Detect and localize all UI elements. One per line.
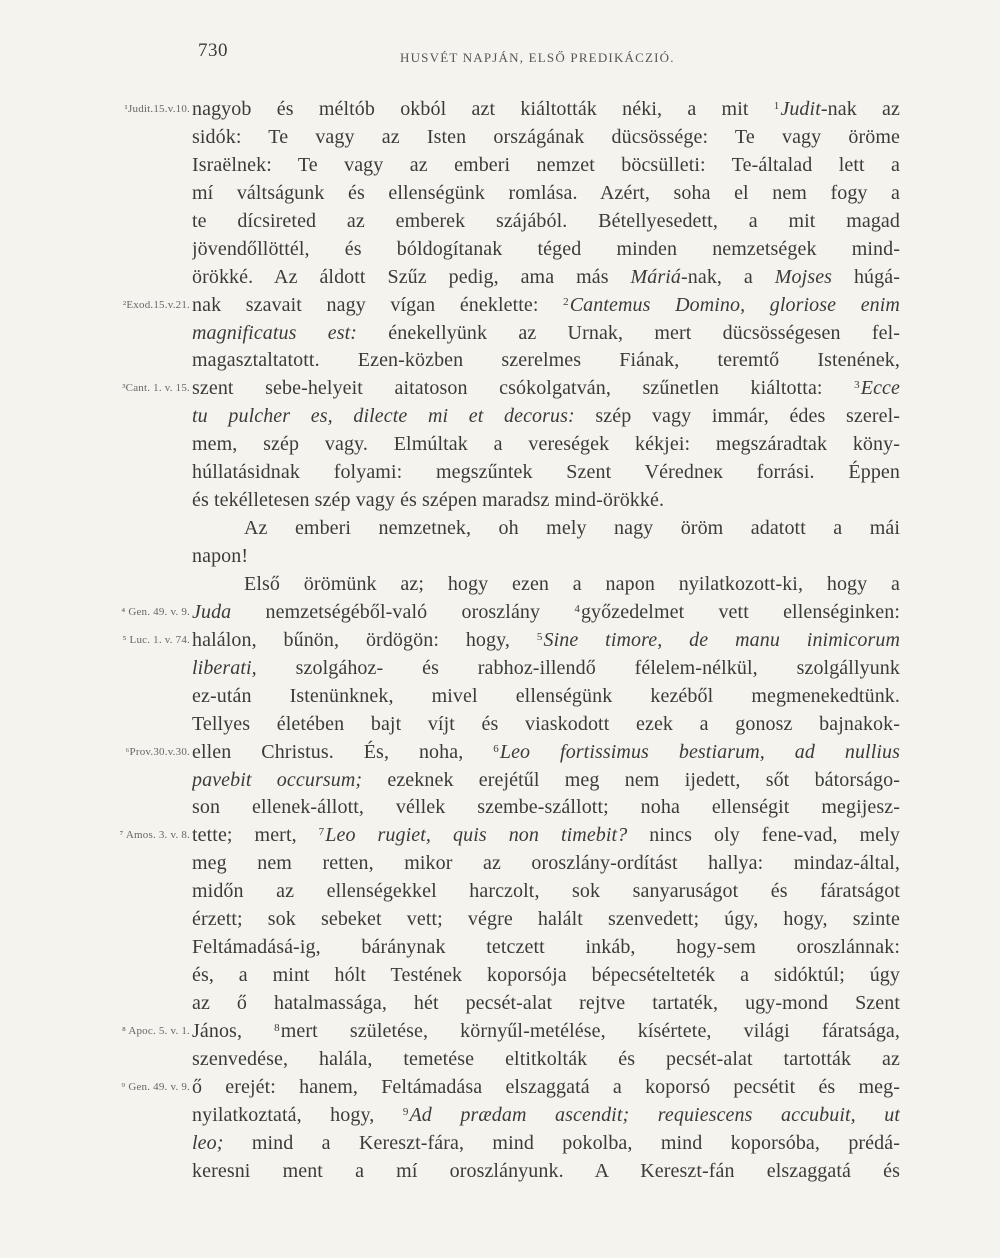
margin-reference: ⁸ Apoc. 5. v. 1. xyxy=(121,1024,190,1037)
text-line xyxy=(0,1046,1000,1074)
line-text: Tellyes életében bajt víjt és viaskodott ezek a gonosz bajnakok- xyxy=(192,712,900,735)
margin-reference: ¹Judit.15.v.10. xyxy=(124,103,190,115)
margin-reference: ⁴ Gen. 49. v. 9. xyxy=(121,605,190,618)
margin-reference: ⁶Prov.30.v.30. xyxy=(125,745,190,758)
margin-reference: ⁹ Gen. 49. v. 9. xyxy=(121,1080,190,1093)
line-text: ellen Christus. És, noha, $^6$Leo fortissimus bestiarum, ad nullius xyxy=(192,740,900,763)
line-text: napon! xyxy=(192,545,249,567)
text-line xyxy=(0,767,1000,795)
line-text: és tekélletesen szép vagy és szépen maradsz mind-örökké. xyxy=(192,489,665,512)
body-text xyxy=(0,96,1000,1186)
line-text: szent sebe-helyeit aitatoson csókolgatván, szűnetlen kiáltotta: $^3$Ecce xyxy=(192,377,900,400)
page-header xyxy=(0,40,1000,72)
text-line xyxy=(0,934,1000,962)
text-line xyxy=(0,571,1000,599)
line-text: nyilatkoztatá, hogy, $^9$Ad prædam ascendit; requiescens accubuit, ut xyxy=(192,1103,900,1126)
text-line xyxy=(0,683,1000,711)
text-line xyxy=(0,739,1000,767)
text-line xyxy=(0,1074,1000,1102)
line-text: magasztaltatott. Ezen-közben szerelmes Fiának, teremtő Istenének, xyxy=(192,349,900,372)
margin-reference: ³Cant. 1. v. 15. xyxy=(122,382,190,395)
text-line xyxy=(0,1018,1000,1046)
line-text: nagyob és méltób okból azt kiáltották néki, a mit $^1$Judit-nak az xyxy=(192,98,900,120)
text-line xyxy=(0,655,1000,683)
line-text: mí váltságunk és ellenségünk romlása. Azért, soha el nem fogy a xyxy=(192,181,900,204)
line-text: keresni ment a mí oroszlányunk. A Kereszt-fán elszaggatá és xyxy=(192,1159,900,1182)
line-text: János, $^8$mert születése, környűl-metélése, kísértete, világi fáratsága, xyxy=(192,1019,900,1042)
text-line xyxy=(0,180,1000,208)
text-line xyxy=(0,124,1000,152)
line-text: Israëlnek: Te vagy az emberi nemzet böcsülleti: Te-általad lett a xyxy=(192,153,900,176)
line-text: ez-után Istenünknek, mivel ellenségünk kezéből megmenekedtünk. xyxy=(192,684,900,707)
text-line xyxy=(0,990,1000,1018)
text-line xyxy=(0,794,1000,822)
line-text: szenvedése, halála, temetése eltitkolták és pecsét-alat tartották az xyxy=(192,1047,900,1070)
line-text: mem, szép vagy. Elmúltak a vereségek kékjei: megszáradtak köny- xyxy=(192,433,900,456)
line-text: örökké. Az áldott Szűz pedig, ama más Máriá-nak, a Mojses húgá- xyxy=(192,265,900,288)
margin-reference: ⁵ Luc. 1. v. 74. xyxy=(122,633,190,646)
line-text: liberati, szolgához- és rabhoz-illendő félelem-nélkül, szolgállyunk xyxy=(192,656,900,679)
line-text: nak szavait nagy vígan éneklette: $^2$Cantemus Domino, gloriose enim xyxy=(192,293,900,316)
line-text: Az emberi nemzetnek, oh mely nagy öröm adatott a mái xyxy=(244,517,900,540)
line-text: és, a mint hólt Testének koporsója bépecsételteték a sidóktúl; úgy xyxy=(192,964,900,987)
line-text: Juda nemzetségéből-való oroszlány $^4$győzedelmet vett ellenséginken: xyxy=(192,600,900,623)
text-line xyxy=(0,1130,1000,1158)
text-line xyxy=(0,403,1000,431)
line-text: leo; mind a Kereszt-fára, mind pokolba, mind koporsóba, prédá- xyxy=(192,1131,900,1154)
line-text: érzett; sok sebeket vett; végre halált szenvedett; úgy, hogy, szinte xyxy=(192,908,900,931)
line-text: te dícsireted az emberek szájából. Bétellyesedett, a mit magad xyxy=(192,209,900,232)
text-line xyxy=(0,459,1000,487)
text-line xyxy=(0,711,1000,739)
text-line xyxy=(0,627,1000,655)
line-text: tette; mert, $^7$Leo rugiet, quis non timebit? nincs oly fene-vad, mely xyxy=(192,824,900,847)
text-line xyxy=(0,208,1000,236)
text-line xyxy=(0,236,1000,264)
line-text: halálon, bűnön, ördögön: hogy, $^5$Sine timore, de manu inimicorum xyxy=(192,628,900,651)
text-line xyxy=(0,599,1000,627)
line-text: az ő hatalmassága, hét pecsét-alat rejtve tartaték, ugy-mond Szent xyxy=(192,992,900,1014)
text-line xyxy=(0,515,1000,543)
text-line xyxy=(0,878,1000,906)
line-text: sidók: Te vagy az Isten országának dücsössége: Te vagy öröme xyxy=(192,125,900,148)
text-line xyxy=(0,347,1000,375)
margin-reference: ⁷ Amos. 3. v. 8. xyxy=(119,829,190,842)
line-text: ő erejét: hanem, Feltámadása elszaggatá a koporsó pecsétit és meg- xyxy=(192,1075,900,1098)
line-text: tu pulcher es, dilecte mi et decorus: szép vagy immár, édes szerel- xyxy=(192,405,900,428)
text-line xyxy=(0,152,1000,180)
line-text: Első örömünk az; hogy ezen a napon nyilatkozott-ki, hogy a xyxy=(244,572,900,595)
line-text: pavebit occursum; ezeknek erejétűl meg nem ijedett, sőt bátorságo- xyxy=(192,768,900,791)
line-text: húllatásidnak folyami: megszűntek Szent Véredneк forrási. Éppen xyxy=(192,461,900,484)
text-line xyxy=(0,320,1000,348)
running-title: HUSVÉT NAPJÁN, ELSŐ PREDIKÁCZIÓ. xyxy=(400,50,675,65)
page-number: 730 xyxy=(198,40,228,61)
text-line xyxy=(0,906,1000,934)
text-line xyxy=(0,543,1000,571)
text-line xyxy=(0,375,1000,403)
line-text: midőn az ellenségekkel harczolt, sok sanyaruságot és fáratságot xyxy=(192,880,900,903)
text-line xyxy=(0,96,1000,124)
line-text: jövendőllöttél, és bóldogítanak téged minden nemzetségek mind- xyxy=(192,237,900,260)
text-line xyxy=(0,822,1000,850)
text-line xyxy=(0,292,1000,320)
text-line xyxy=(0,1158,1000,1186)
margin-reference: ²Exod.15.v.21. xyxy=(122,298,190,311)
text-line xyxy=(0,962,1000,990)
line-text: Feltámadásá-ig, báránynak tetczett inkáb, hogy-sem oroszlánnak: xyxy=(192,936,900,959)
text-line xyxy=(0,850,1000,878)
line-text: magnificatus est: énekellyünk az Urnak, mert dücsösségesen fel- xyxy=(192,321,900,344)
text-line xyxy=(0,487,1000,515)
text-line xyxy=(0,264,1000,292)
line-text: meg nem retten, mikor az oroszlány-ordítást hallya: mindaz-által, xyxy=(192,852,900,875)
text-line xyxy=(0,431,1000,459)
line-text: son ellenek-állott, véllek szembe-szállott; noha ellenségit megijesz- xyxy=(192,796,900,819)
text-line xyxy=(0,1102,1000,1130)
